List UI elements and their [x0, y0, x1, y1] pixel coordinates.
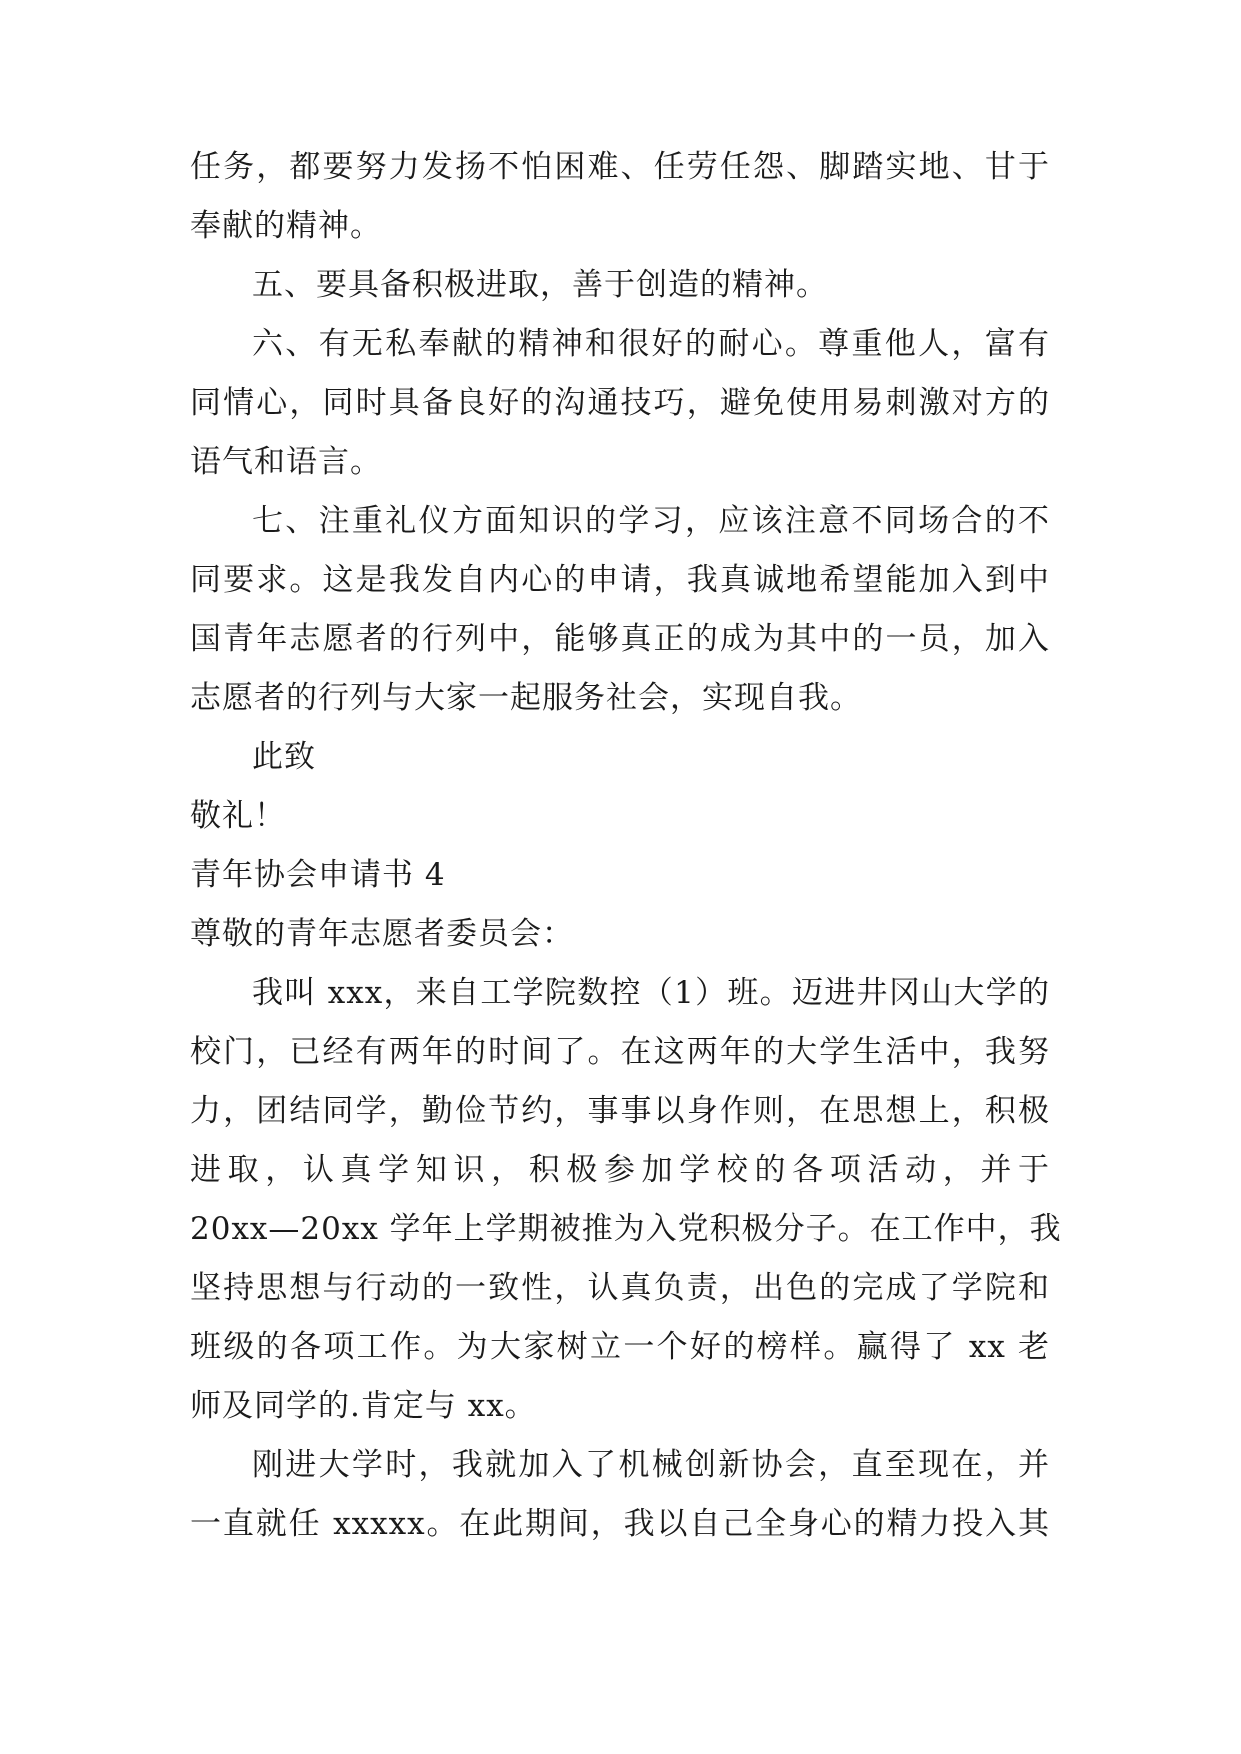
- text-line: 五、要具备积极进取，善于创造的精神。: [252, 267, 828, 303]
- text-line: 志愿者的行列与大家一起服务社会，实现自我。: [190, 680, 862, 716]
- text-line: 刚进大学时，我就加入了机械创新协会，直至现在，并: [252, 1447, 1050, 1483]
- text-line: 校门，已经有两年的时间了。在这两年的大学生活中，我努: [190, 1034, 1050, 1070]
- text-line: 同要求。这是我发自内心的申请，我真诚地希望能加入到中: [190, 562, 1050, 598]
- text-line: 一直就任 xxxxx。在此期间，我以自己全身心的精力投入其: [190, 1506, 1050, 1542]
- text-line: 班级的各项工作。为大家树立一个好的榜样。赢得了 xx 老: [190, 1329, 1050, 1365]
- text-line: 我叫 xxx，来自工学院数控（1）班。迈进井冈山大学的: [252, 975, 1050, 1011]
- text-line: 任务，都要努力发扬不怕困难、任劳任怨、脚踏实地、甘于: [190, 149, 1050, 185]
- text-line: 国青年志愿者的行列中，能够真正的成为其中的一员，加入: [190, 621, 1050, 657]
- text-line: 进取，认真学知识，积极参加学校的各项活动，并于: [190, 1152, 1050, 1188]
- text-line: 奉献的精神。: [190, 208, 382, 244]
- section-heading: 青年协会申请书 4: [190, 857, 446, 893]
- text-line: 语气和语言。: [190, 444, 382, 480]
- text-line: 同情心，同时具备良好的沟通技巧，避免使用易刺激对方的: [190, 385, 1050, 421]
- text-line: 七、注重礼仪方面知识的学习，应该注意不同场合的不: [252, 503, 1050, 539]
- closing-salutation: 此致: [252, 739, 316, 775]
- text-line: 20xx—20xx 学年上学期被推为入党积极分子。在工作中，我: [190, 1211, 1062, 1247]
- text-line: 六、有无私奉献的精神和很好的耐心。尊重他人，富有: [252, 326, 1050, 362]
- text-line: 师及同学的.肯定与 xx。: [190, 1388, 537, 1424]
- letter-addressee: 尊敬的青年志愿者委员会：: [190, 916, 574, 952]
- text-line: 坚持思想与行动的一致性，认真负责，出色的完成了学院和: [190, 1270, 1050, 1306]
- closing-regards: 敬礼！: [190, 798, 286, 834]
- text-line: 力，团结同学，勤俭节约，事事以身作则，在思想上，积极: [190, 1093, 1050, 1129]
